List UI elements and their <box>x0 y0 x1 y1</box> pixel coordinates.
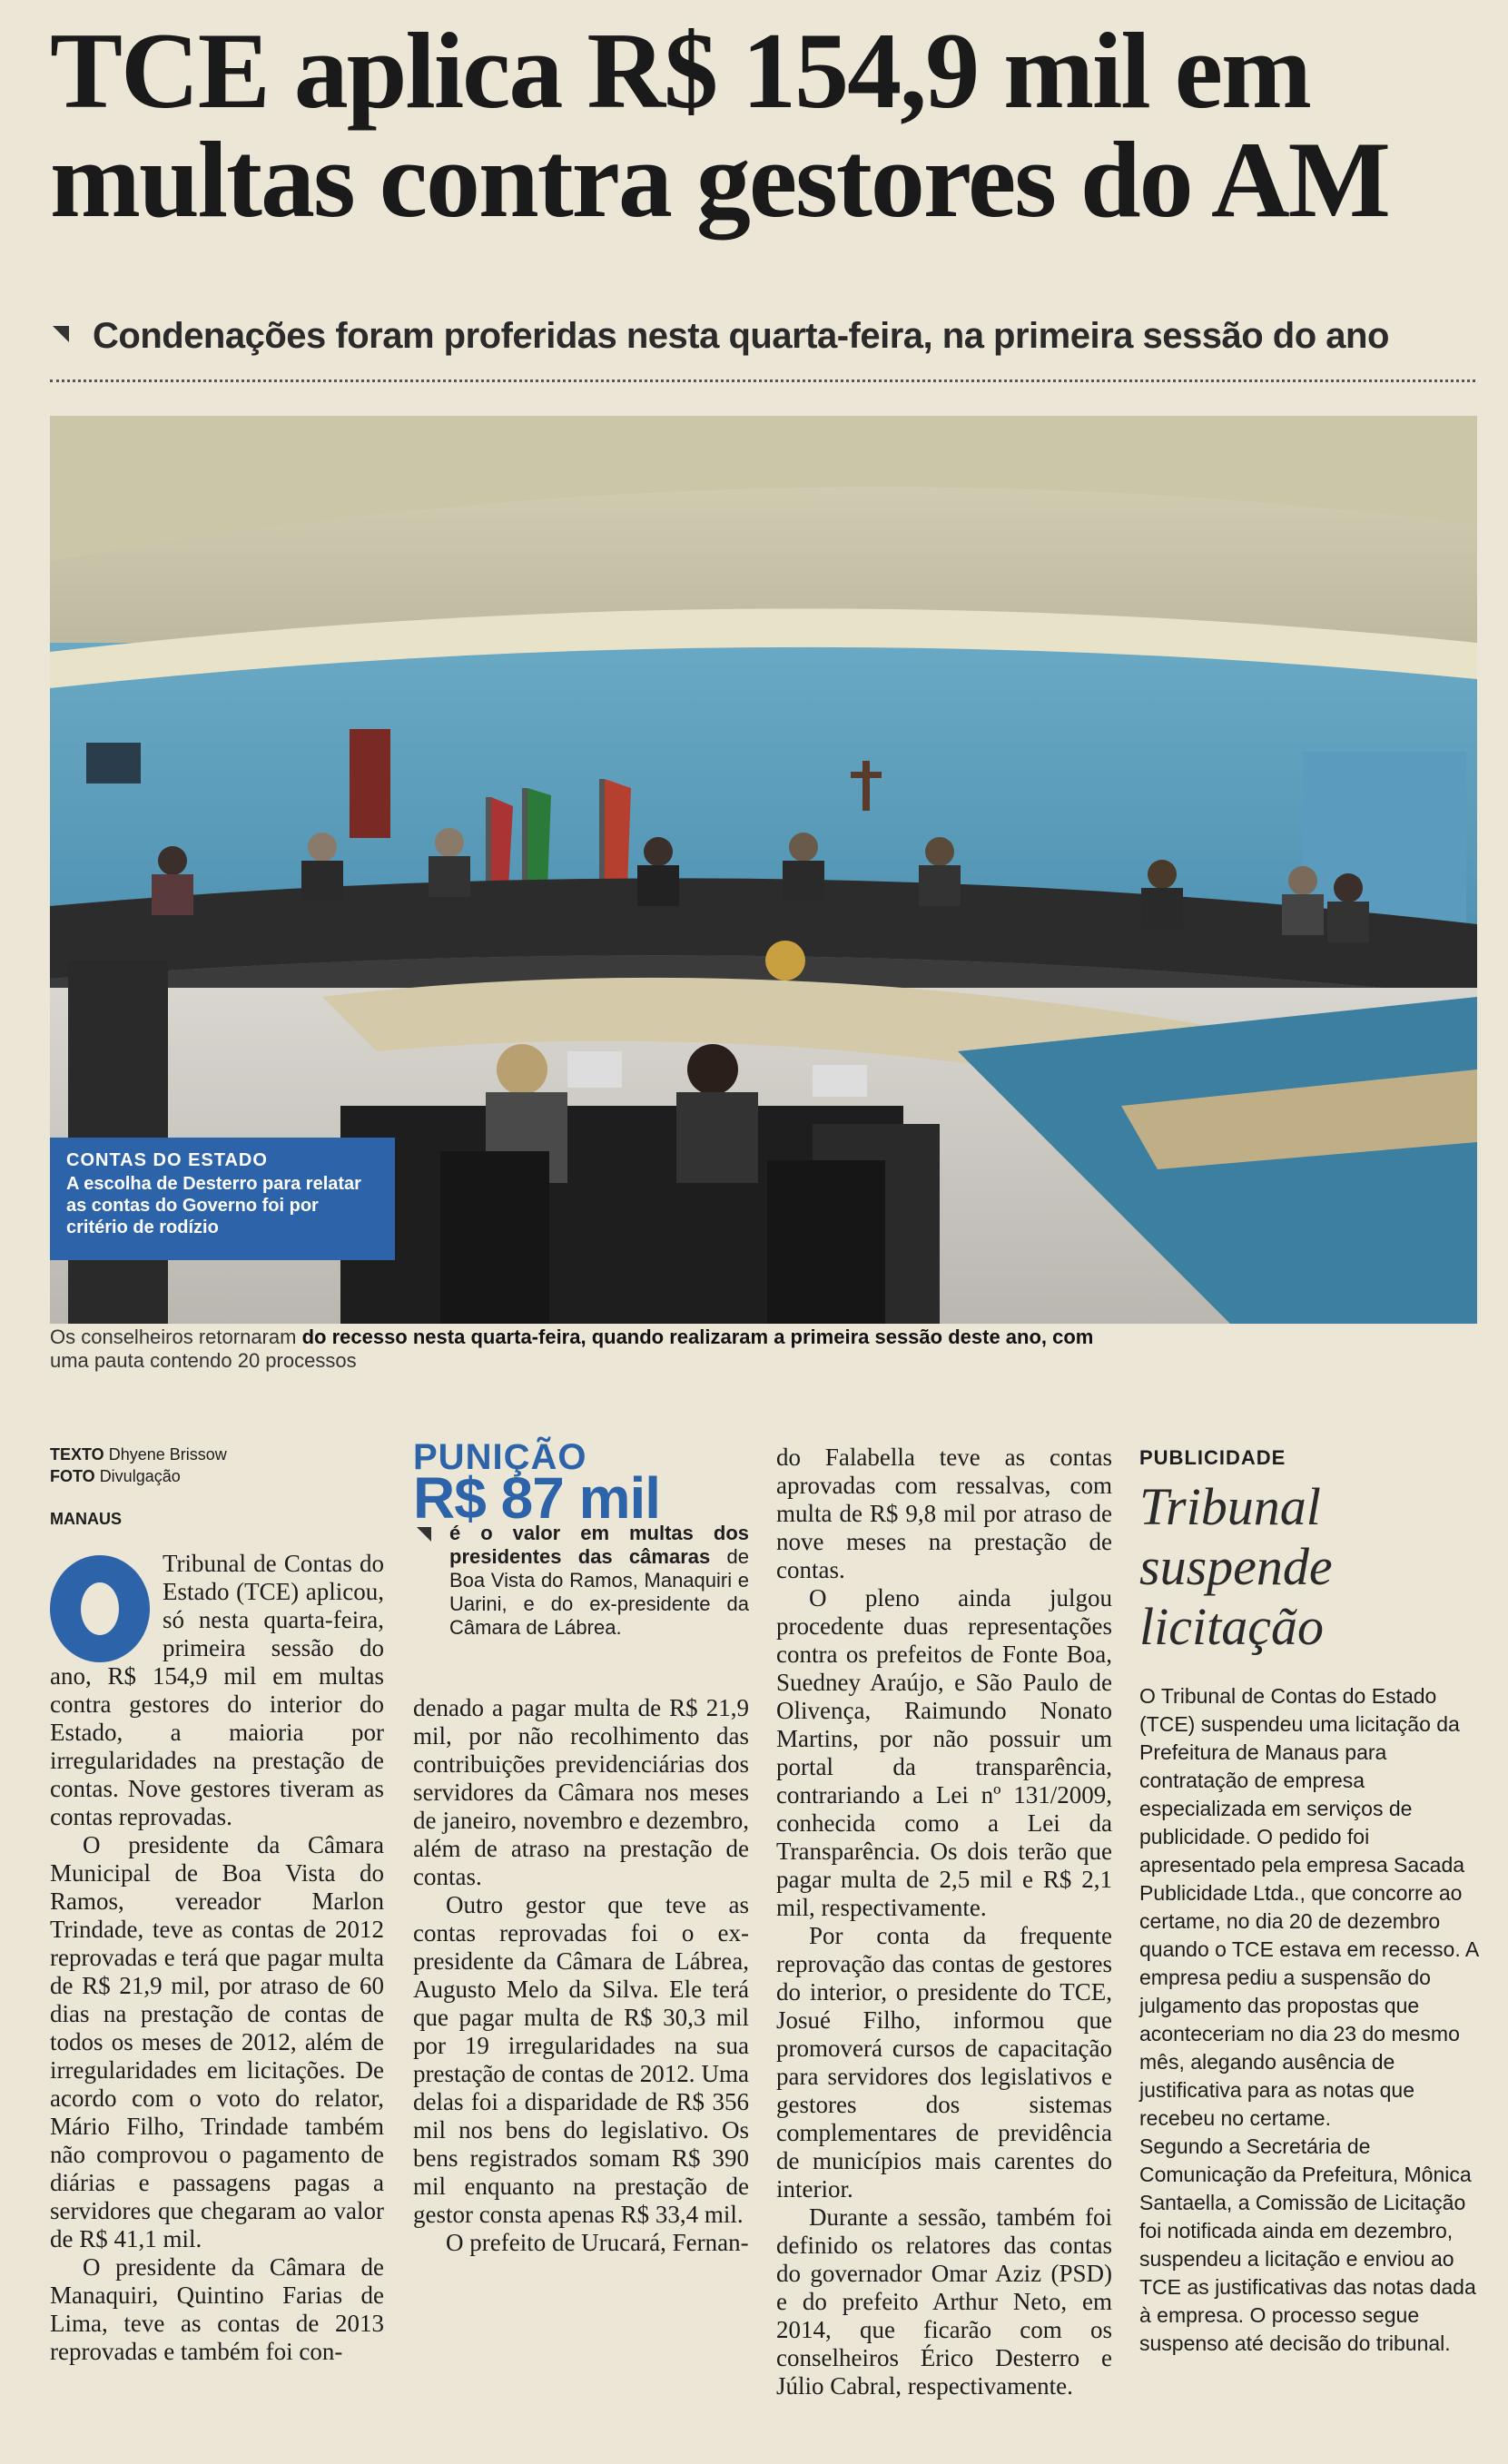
sidebar-paragraph-1: O Tribunal de Contas do Estado (TCE) suspendeu uma licitação da Prefeitura de Manaus para contratação de empresa especializada em serviços de publicidade. O pedido foi apresentado pela empresa Sacada Publicidade Ltda., que concorre ao certame, no dia 20 de dezembro quando o TCE estava em recesso. A empresa pediu a suspensão do julgamento das propostas que aconteceriam no dia 23 do mesmo mês, alegando ausência de justificativa para as notas que recebeu no certame. <box>1139 1684 1478 2130</box>
paragraph-3: O presidente da Câmara de Manaquiri, Quintino Farias de Lima, teve as contas de 2013 reprovadas e também foi con- <box>50 2253 384 2365</box>
sidebar-paragraph-2: Segundo a Secretária de Comunicação da Prefeitura, Mônica Santaella, a Comissão de Licitação foi notificada ainda em dezembro, suspendeu a licitação e enviou ao TCE as justificativas das notas dada à empresa. O processo segue suspenso até decisão do tribunal. <box>1139 2134 1476 2355</box>
c2-paragraph-3: O prefeito de Urucará, Fernan- <box>446 2229 749 2256</box>
sidebar-label: PUBLICIDADE <box>1139 1446 1286 1469</box>
foto-label: FOTO <box>50 1467 95 1485</box>
triangle-icon <box>53 326 69 342</box>
paragraph-1: Tribunal de Contas do Estado (TCE) aplicou, só nesta quarta-feira, primeira sessão do ano, R$ 154,9 mil em multas contra gestores do interior do Estado, a maioria por irregularidades na prestação de contas. Nove gestores tiveram as contas reprovadas. <box>50 1550 384 1830</box>
sidebar-column <box>1139 1444 1480 2358</box>
column-1 <box>50 1444 384 2366</box>
paragraph-2: O presidente da Câmara Municipal de Boa Vista do Ramos, vereador Marlon Trindade, teve as contas de 2012 reprovadas e terá que pagar multa de R$ 21,9 mil, por atraso de 60 dias na prestação de contas de todos os meses de 2012, além de irregularidades em licitações. De acordo com o voto do relator, Mário Filho, Trindade também não comprovou o pagamento de diárias e passagens pagas a servidores que chegaram ao valor de R$ 41,1 mil. <box>50 1831 384 2252</box>
texto-label: TEXTO <box>50 1445 104 1464</box>
dropcap <box>50 1555 150 1662</box>
sidebar-title: Tribunal suspende licitação <box>1139 1477 1333 1656</box>
deck <box>53 316 1478 357</box>
caption-lead: Os conselheiros retornaram <box>50 1326 297 1348</box>
credits <box>50 1444 384 1487</box>
c3-paragraph-2: O pleno ainda julgou procedente duas representações contra os prefeitos de Fonte Boa, Suedney Araújo, e São Paulo de Olivença, Raimundo Nonato Martins, por não possuir um portal da transparência, contrariando a Lei nº 131/2009, conhecida como a Lei da Transparência. Os dois terão que pagar multa de 2,5 mil e R$ 2,1 mil, respectivamente. <box>776 1584 1112 1921</box>
punicao-desc <box>413 1522 749 1640</box>
foto-value: Divulgação <box>99 1467 181 1485</box>
punicao-desc-bold: é o valor em multas dos presidentes das câmaras <box>449 1522 749 1568</box>
photo-caption-box <box>50 1138 395 1260</box>
session-photo <box>50 416 1477 1324</box>
punicao-label: PUNIÇÃO <box>413 1437 587 1477</box>
column-2 <box>413 1437 749 2257</box>
caption-tail: uma pauta contendo 20 processos <box>50 1349 357 1372</box>
caption-box-title: CONTAS DO ESTADO <box>66 1150 268 1170</box>
c2-paragraph-1: denado a pagar multa de R$ 21,9 mil, por não recolhimento das contribuições previdenciárias dos servidores da Câmara nos meses de janeiro, novembro e dezembro, além de atraso na prestação de contas. <box>413 1694 749 1890</box>
c2-paragraph-2: Outro gestor que teve as contas reprovadas foi o ex-presidente da Câmara de Lábrea, Augusto Melo da Silva. Ele terá que pagar multa de R$ 30,3 mil por 19 irregularidades na sua prestação de contas de 2012. Uma delas foi a disparidade de R$ 356 mil nos bens do legislativo. Os bens registrados somam R$ 390 mil enquanto na prestação de gestor consta apenas R$ 33,4 mil. <box>413 1891 749 2228</box>
c3-paragraph-3: Por conta da frequente reprovação das contas de gestores do interior, o presidente do TCE, Josué Filho, informou que promoverá cursos de capacitação para servidores dos legislativos e gestores dos sistemas complementares de previdência de municípios mais carentes do interior. <box>776 1922 1112 2203</box>
caption-bold: do recesso nesta quarta-feira, quando realizaram a primeira sessão deste ano, com <box>301 1326 1094 1348</box>
photo-caption <box>50 1326 1230 1373</box>
c3-paragraph-4: Durante a sessão, também foi definido os relatores das contas do governador Omar Aziz (PSD) e do prefeito Arthur Neto, em 2014, que ficarão com os conselheiros Érico Desterro e Júlio Cabral, respectivamente. <box>776 2203 1112 2400</box>
c3-paragraph-1: do Falabella teve as contas aprovadas com ressalvas, com multa de R$ 9,8 mil por atraso de nove meses na prestação de contas. <box>776 1444 1112 1583</box>
dotted-divider <box>50 379 1475 382</box>
punicao-value: R$ 87 mil <box>413 1465 661 1531</box>
column-3 <box>776 1444 1112 2400</box>
deck-text: Condenações foram proferidas nesta quarta-feira, na primeira sessão do ano <box>93 316 1389 356</box>
headline: TCE aplica R$ 154,9 mil em multas contra gestores do AM <box>50 10 1389 240</box>
caption-box-text: A escolha de Desterro para relatar as contas do Governo foi por critério de rodízio <box>66 1174 361 1237</box>
punicao-desc-text: de Boa Vista do Ramos, Manaquiri e Uarini, e do ex-presidente da Câmara de Lábrea. <box>449 1545 749 1639</box>
texto-value: Dhyene Brissow <box>108 1445 227 1464</box>
dateline-city: MANAUS <box>50 1510 122 1528</box>
